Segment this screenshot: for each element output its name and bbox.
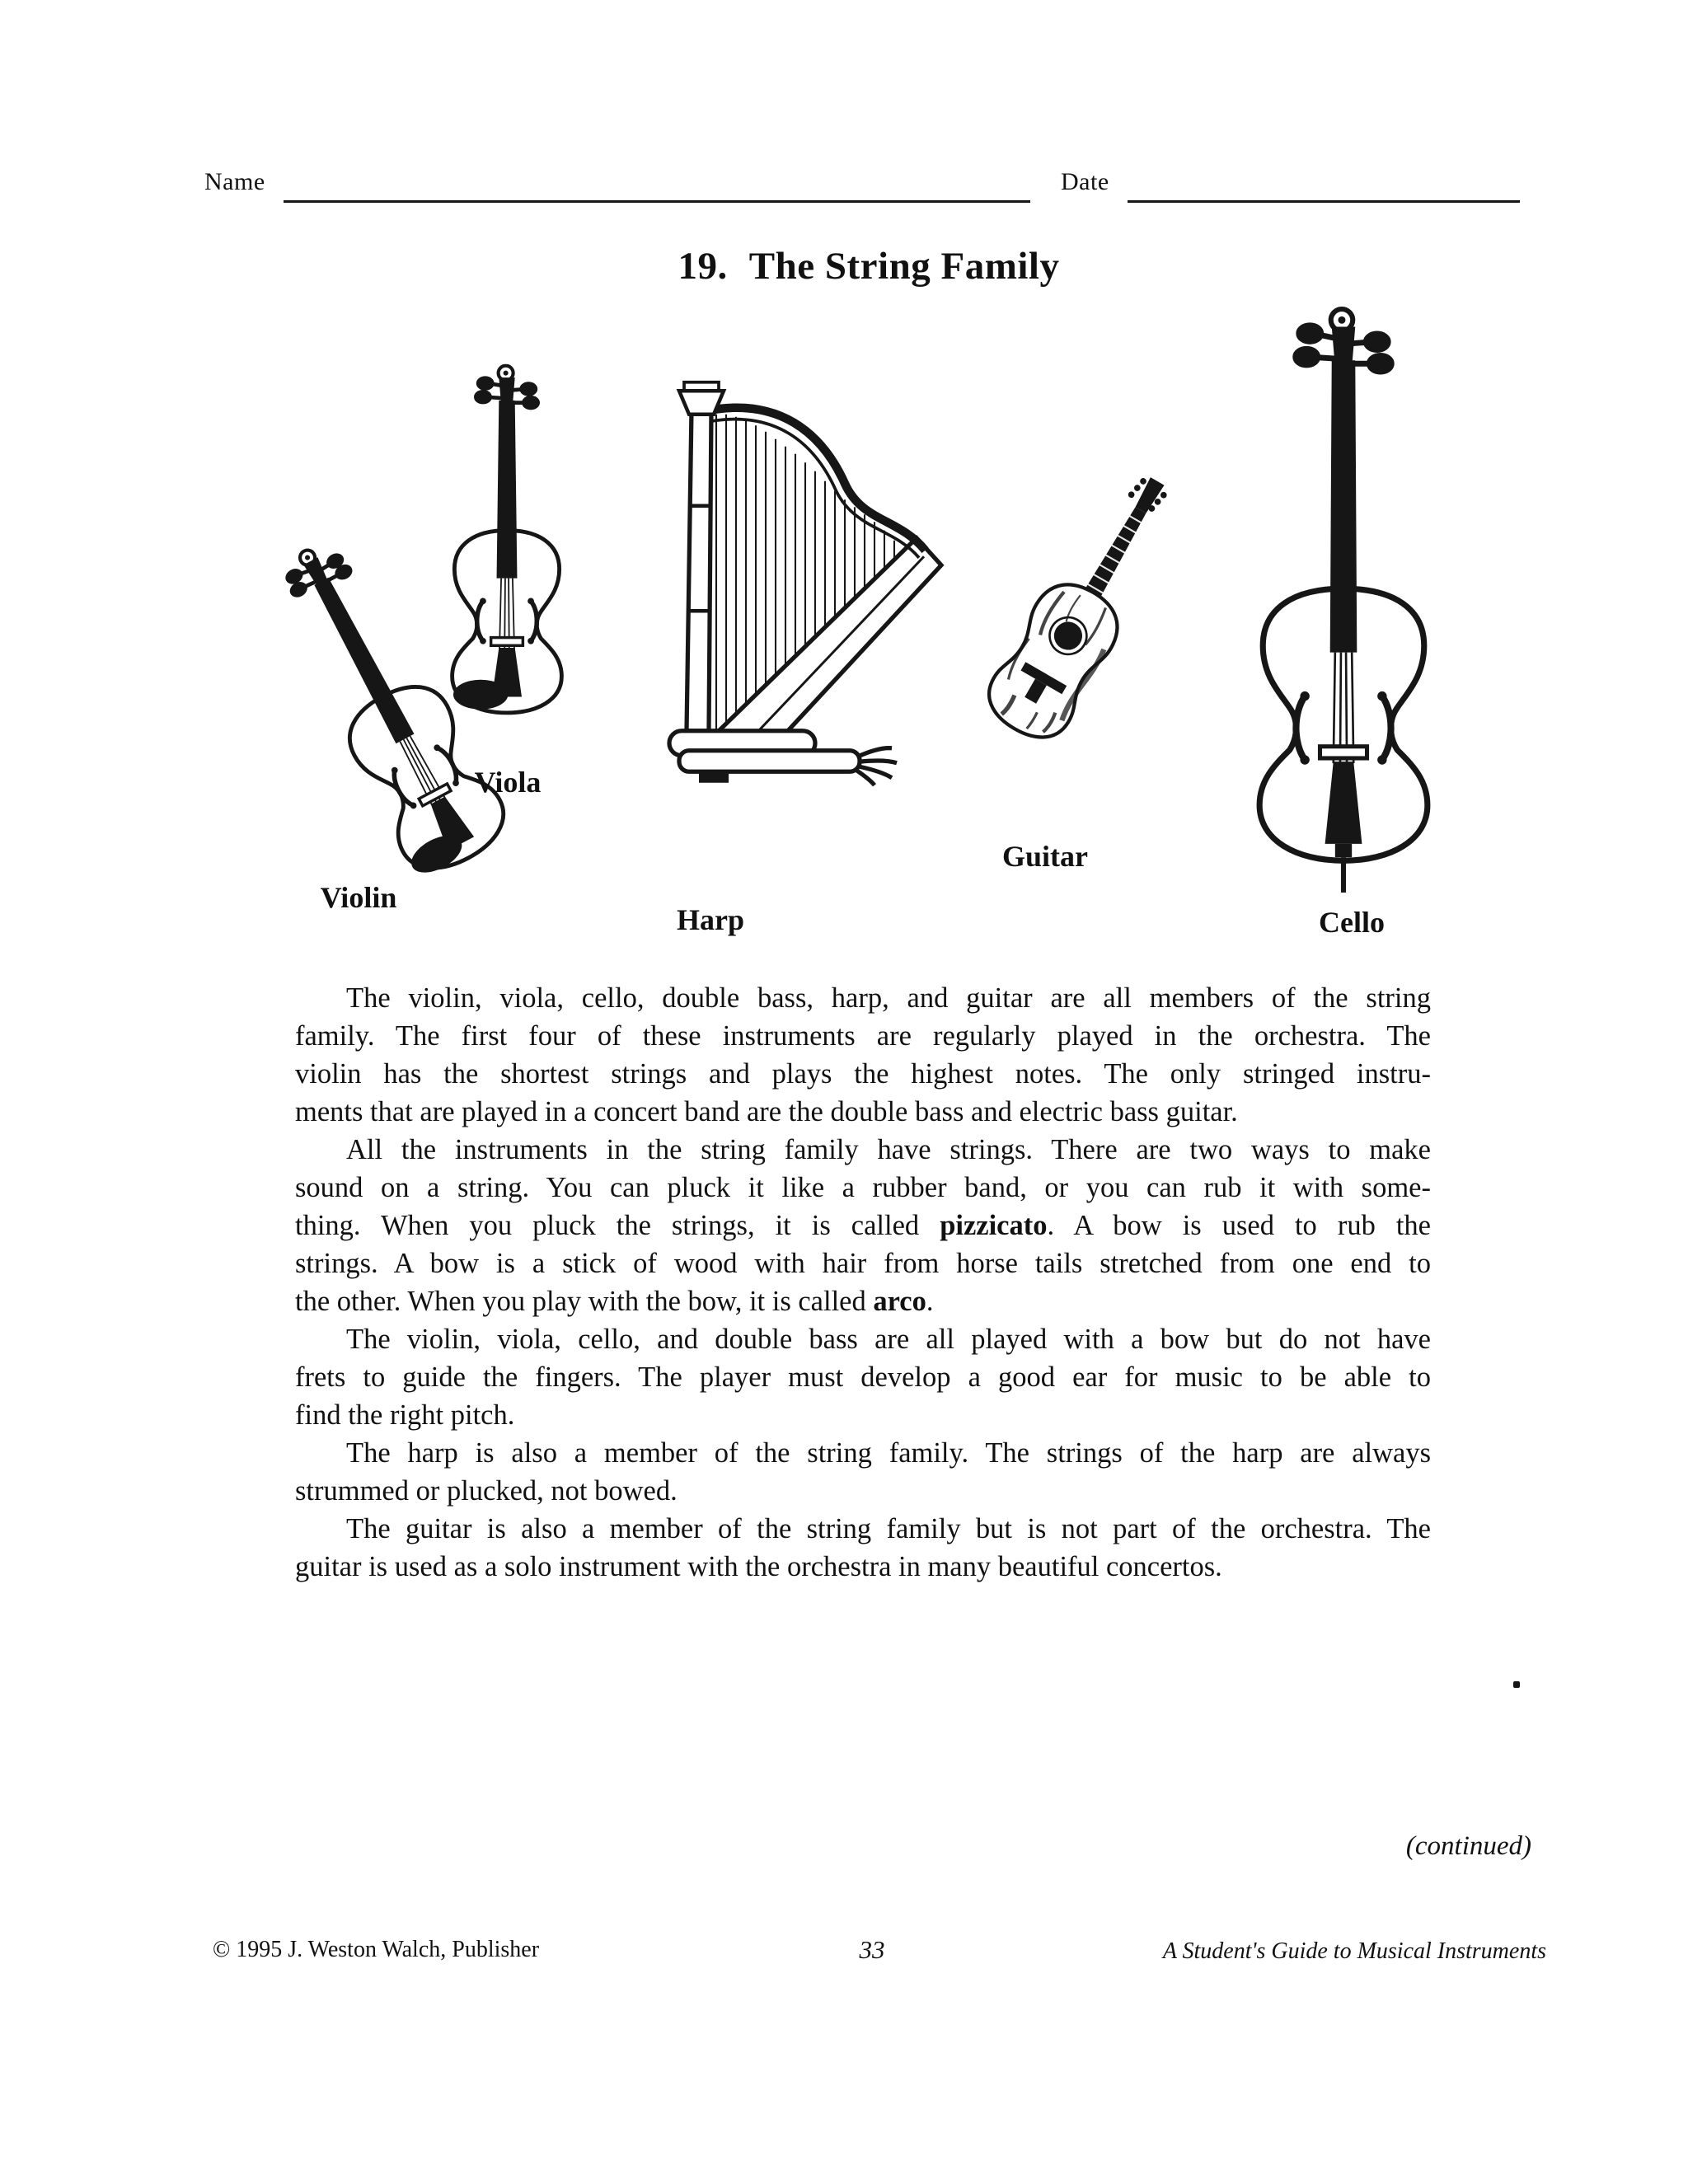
body-text <box>295 979 1431 1586</box>
text-line: The violin, viola, cello, double bass, harp, and guitar are all members of the string <box>346 982 1431 1014</box>
footer-copyright: © 1995 J. Weston Walch, Publisher <box>213 1937 540 1962</box>
footer-page-number: 33 <box>859 1935 885 1964</box>
date-blank-line <box>1128 172 1520 203</box>
text-line: ments that are played in a concert band are the double bass and electric bass guitar. <box>295 1096 1238 1127</box>
guitar-illustration <box>926 394 1246 817</box>
text-line: The violin, viola, cello, and double bass are all played with a bow but do not have <box>346 1324 1431 1355</box>
harp-icon <box>637 313 959 878</box>
guitar-label: Guitar <box>1002 840 1088 873</box>
viola-illustration <box>438 355 575 726</box>
viola-label: Viola <box>474 766 542 799</box>
text-line: find the right pitch. <box>295 1399 515 1431</box>
lesson-number: 19. <box>678 245 728 288</box>
text-line: the other. When you play with the bow, it is called arco. <box>295 1286 934 1317</box>
guitar-icon <box>926 394 1246 817</box>
text-line: strummed or plucked, not bowed. <box>295 1475 678 1507</box>
text-line: violin has the shortest strings and plays the highest notes. The only stringed instru- <box>295 1058 1431 1090</box>
name-blank-line <box>284 172 1030 203</box>
cello-icon <box>1235 307 1452 894</box>
cello-illustration <box>1235 307 1452 894</box>
violin-label: Violin <box>320 881 397 914</box>
stray-mark <box>1513 1681 1520 1688</box>
text-line: thing. When you pluck the strings, it is called pizzicato. A bow is used to rub the <box>295 1210 1431 1241</box>
harp-label: Harp <box>676 903 745 936</box>
text-line: The harp is also a member of the string family. The strings of the harp are always <box>346 1437 1431 1469</box>
text-line: family. The first four of these instruments are regularly played in the orchestra. The <box>295 1020 1431 1052</box>
page-title <box>678 244 1060 288</box>
footer-book-title: A Student's Guide to Musical Instruments <box>1162 1938 1546 1964</box>
text-line: frets to guide the fingers. The player must develop a good ear for music to be able to <box>295 1361 1431 1393</box>
harp-illustration <box>637 313 959 878</box>
name-label: Name <box>204 168 265 195</box>
text-line: strings. A bow is a stick of wood with hair from horse tails stretched from one end to <box>295 1248 1431 1279</box>
cello-label: Cello <box>1319 906 1385 939</box>
lesson-title-text: The String Family <box>748 245 1060 288</box>
text-line: All the instruments in the string family have strings. There are two ways to make <box>346 1134 1431 1165</box>
viola-icon <box>438 355 575 726</box>
text-line: sound on a string. You can pluck it like a rubber band, or you can rub it with some- <box>295 1172 1431 1203</box>
continued-note: (continued) <box>1405 1831 1531 1861</box>
text-line: The guitar is also a member of the string family but is not part of the orchestra. The <box>346 1513 1431 1544</box>
date-label: Date <box>1061 168 1109 195</box>
text-line: guitar is used as a solo instrument with the orchestra in many beautiful concertos. <box>295 1551 1222 1582</box>
